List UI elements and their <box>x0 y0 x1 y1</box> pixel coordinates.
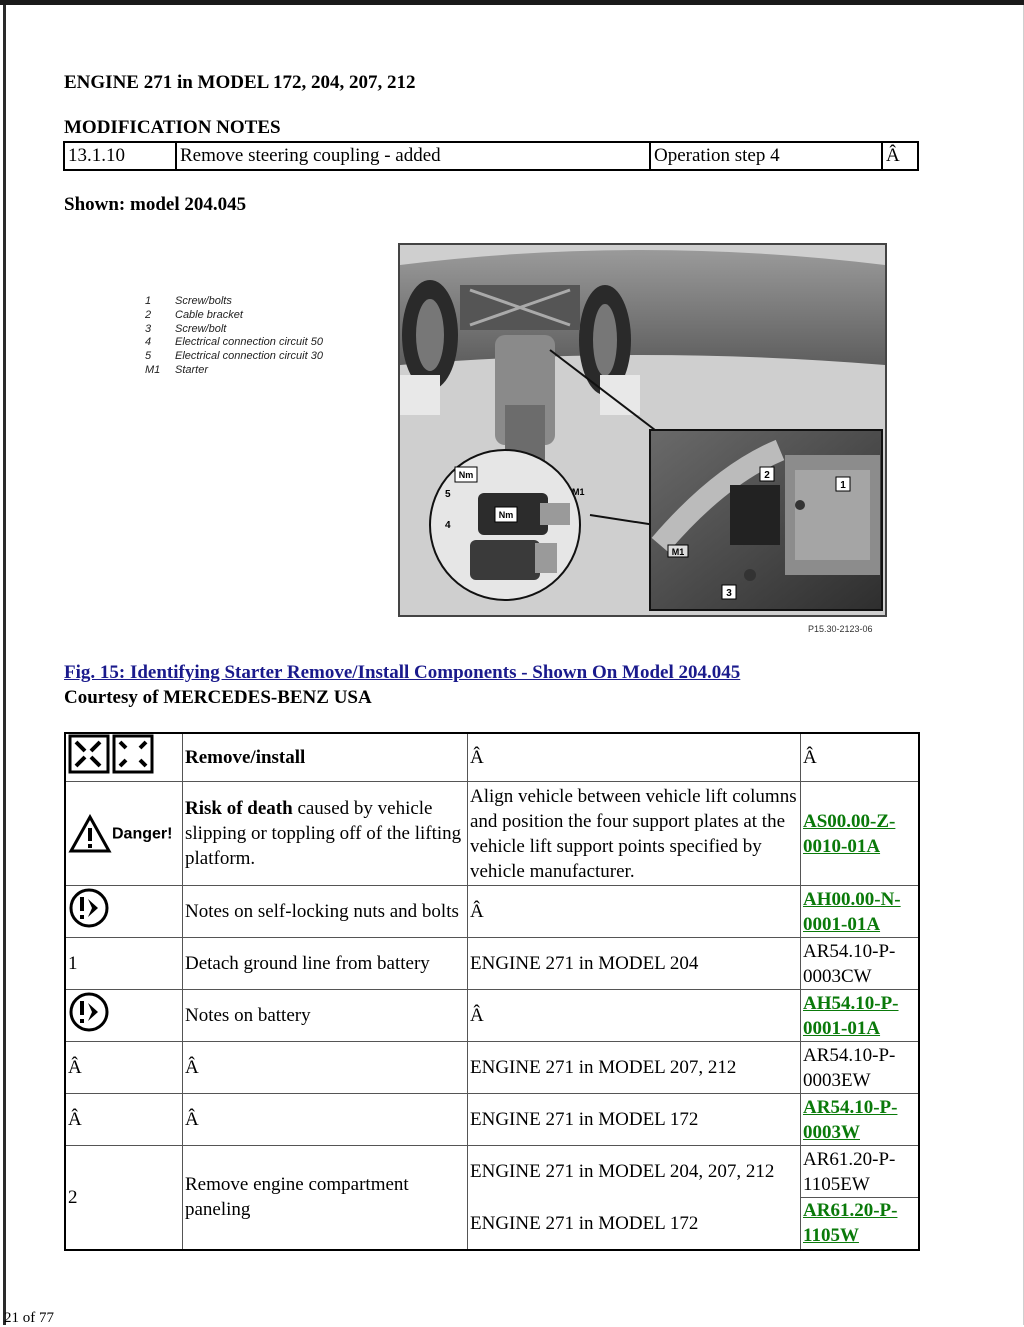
figure-illustration <box>400 245 885 615</box>
mod-description: Remove steering coupling - added <box>176 142 650 170</box>
mod-extra: Â <box>882 142 918 170</box>
remove-install-icons <box>65 733 183 782</box>
notes-battery-link-cell <box>801 990 920 1042</box>
danger-cell <box>65 782 183 886</box>
modification-table <box>63 141 919 171</box>
table-row <box>65 990 919 1042</box>
warning-triangle-icon <box>68 814 112 854</box>
note-icon <box>68 887 110 929</box>
row172-link-cell <box>801 1094 920 1146</box>
step2a-ref: AR61.20-P-1105EW <box>801 1146 920 1198</box>
document-title: ENGINE 271 in MODEL 172, 204, 207, 212 <box>64 72 416 93</box>
figure-caption-link[interactable]: Fig. 15: Identifying Starter Remove/Install Components - Shown On Model 204.045 <box>64 662 741 683</box>
figure-courtesy: Courtesy of MERCEDES-BENZ USA <box>64 687 372 708</box>
callout-m1: M1 <box>572 487 585 497</box>
table-row <box>65 1146 919 1198</box>
procedure-table <box>64 732 920 1251</box>
table-row <box>64 142 918 170</box>
step1-ref: AR54.10-P-0003CW <box>801 938 920 990</box>
note-icon-cell <box>65 886 183 938</box>
note-icon-cell <box>65 990 183 1042</box>
shown-model: Shown: model 204.045 <box>64 194 247 215</box>
legend-item: 5 Electrical connection circuit 30 <box>145 350 323 363</box>
row172-col1: Â <box>65 1094 183 1146</box>
row207-col2: Â <box>183 1042 468 1094</box>
callout-4: 4 <box>445 520 451 531</box>
danger-link-cell <box>801 782 920 886</box>
link-as00[interactable]: AS00.00-Z-0010-01A <box>803 810 896 857</box>
table-row <box>65 1094 919 1146</box>
table-row <box>65 886 919 938</box>
header-col3: Â <box>468 733 801 782</box>
notes-battery-col3: Â <box>468 990 801 1042</box>
step2-text: Remove engine compartment paneling <box>183 1146 468 1250</box>
callout-2: 2 <box>764 470 770 481</box>
row172-model: ENGINE 271 in MODEL 172 <box>468 1094 801 1146</box>
row172-col2: Â <box>183 1094 468 1146</box>
header-col4: Â <box>801 733 920 782</box>
callout-1: 1 <box>840 480 846 491</box>
callout-5: 5 <box>445 489 451 500</box>
row207-model: ENGINE 271 in MODEL 207, 212 <box>468 1042 801 1094</box>
left-border <box>3 5 6 1325</box>
legend-item: 3 Screw/bolt <box>145 322 227 335</box>
table-row <box>65 782 919 886</box>
remove-install-icon <box>68 734 156 774</box>
modification-heading: MODIFICATION NOTES <box>64 117 281 138</box>
header-remove-install: Remove/install <box>183 733 468 782</box>
callout-3: 3 <box>726 588 732 599</box>
note-icon <box>68 991 110 1033</box>
legend-item: 2 Cable bracket <box>145 308 243 321</box>
notes-nuts-link-cell <box>801 886 920 938</box>
step2b-model: ENGINE 271 in MODEL 172 <box>468 1198 801 1250</box>
link-ah00[interactable]: AH00.00-N-0001-01A <box>803 888 901 935</box>
step2b-link-cell <box>801 1198 920 1250</box>
row207-col1: Â <box>65 1042 183 1094</box>
mod-step: Operation step 4 <box>650 142 882 170</box>
row207-ref: AR54.10-P-0003EW <box>801 1042 920 1094</box>
danger-instruction: Align vehicle between vehicle lift columns and position the four support plates at the vehicle lift support points specified by vehicle manufacturer. <box>468 782 801 886</box>
figure-reference: P15.30-2123-06 <box>808 624 873 634</box>
step-number: 1 <box>65 938 183 990</box>
callout-m1-inset: M1 <box>671 547 685 557</box>
danger-label: Danger! <box>112 824 173 842</box>
notes-nuts-col3: Â <box>468 886 801 938</box>
torque-label-2: Nm <box>498 510 514 520</box>
step1-model: ENGINE 271 in MODEL 204 <box>468 938 801 990</box>
torque-label-1: Nm <box>458 470 474 480</box>
link-ar54-w[interactable]: AR54.10-P-0003W <box>803 1096 898 1143</box>
step1-text: Detach ground line from battery <box>183 938 468 990</box>
table-row <box>65 1042 919 1094</box>
step2a-model: ENGINE 271 in MODEL 204, 207, 212 <box>468 1146 801 1198</box>
notes-battery-text: Notes on battery <box>183 990 468 1042</box>
table-row <box>65 938 919 990</box>
legend-item: 4 Electrical connection circuit 50 <box>145 336 323 349</box>
link-ah54[interactable]: AH54.10-P-0001-01A <box>803 992 899 1039</box>
notes-nuts-text: Notes on self-locking nuts and bolts <box>183 886 468 938</box>
table-row <box>65 733 919 782</box>
link-ar61-w[interactable]: AR61.20-P-1105W <box>803 1200 898 1247</box>
figure-legend <box>145 295 323 378</box>
top-border <box>0 0 1024 5</box>
starter-figure <box>398 243 887 617</box>
step2-number: 2 <box>65 1146 183 1250</box>
legend-item: M1 Starter <box>145 363 209 376</box>
legend-item: 1 Screw/bolts <box>145 295 232 307</box>
page-number: 21 of 77 <box>4 1310 54 1326</box>
danger-text: Risk of death caused by vehicle slipping or toppling off of the lifting platform. <box>183 782 468 886</box>
mod-date: 13.1.10 <box>64 142 176 170</box>
